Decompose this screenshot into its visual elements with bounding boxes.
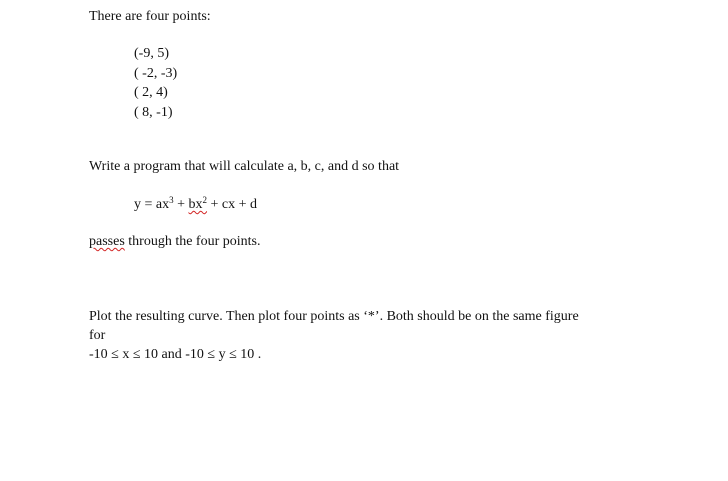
cubic-equation [134,196,257,214]
spellcheck-flagged-word: passes [89,234,125,249]
spellcheck-flagged-term [189,197,208,212]
passes-text [89,233,261,251]
equation-part: + cx + d [207,197,258,212]
plot-instruction-line1: Plot the resulting curve. Then plot four points as ‘*’. Both should be on the same figure [89,309,579,324]
equation-part: y = ax [134,197,170,212]
exponent-2: 2 [202,195,208,205]
equation-part: bx [188,197,203,212]
passes-rest: through the four points. [124,234,261,249]
points-list [134,44,177,122]
point-item: ( 2, 4) [134,85,168,100]
plot-range: -10 ≤ x ≤ 10 and -10 ≤ y ≤ 10 . [89,347,262,362]
point-item: ( -2, -3) [134,65,178,81]
point-item: ( 8, -1) [134,104,173,120]
exponent-3: 3 [169,195,174,205]
point-item: (-9, 5) [134,46,169,61]
intro-text: There are four points: [89,9,211,24]
equation-part: + [173,197,189,212]
task-text: Write a program that will calculate a, b, c, and d so that [89,159,400,174]
plot-instruction-line2: for [89,328,106,343]
